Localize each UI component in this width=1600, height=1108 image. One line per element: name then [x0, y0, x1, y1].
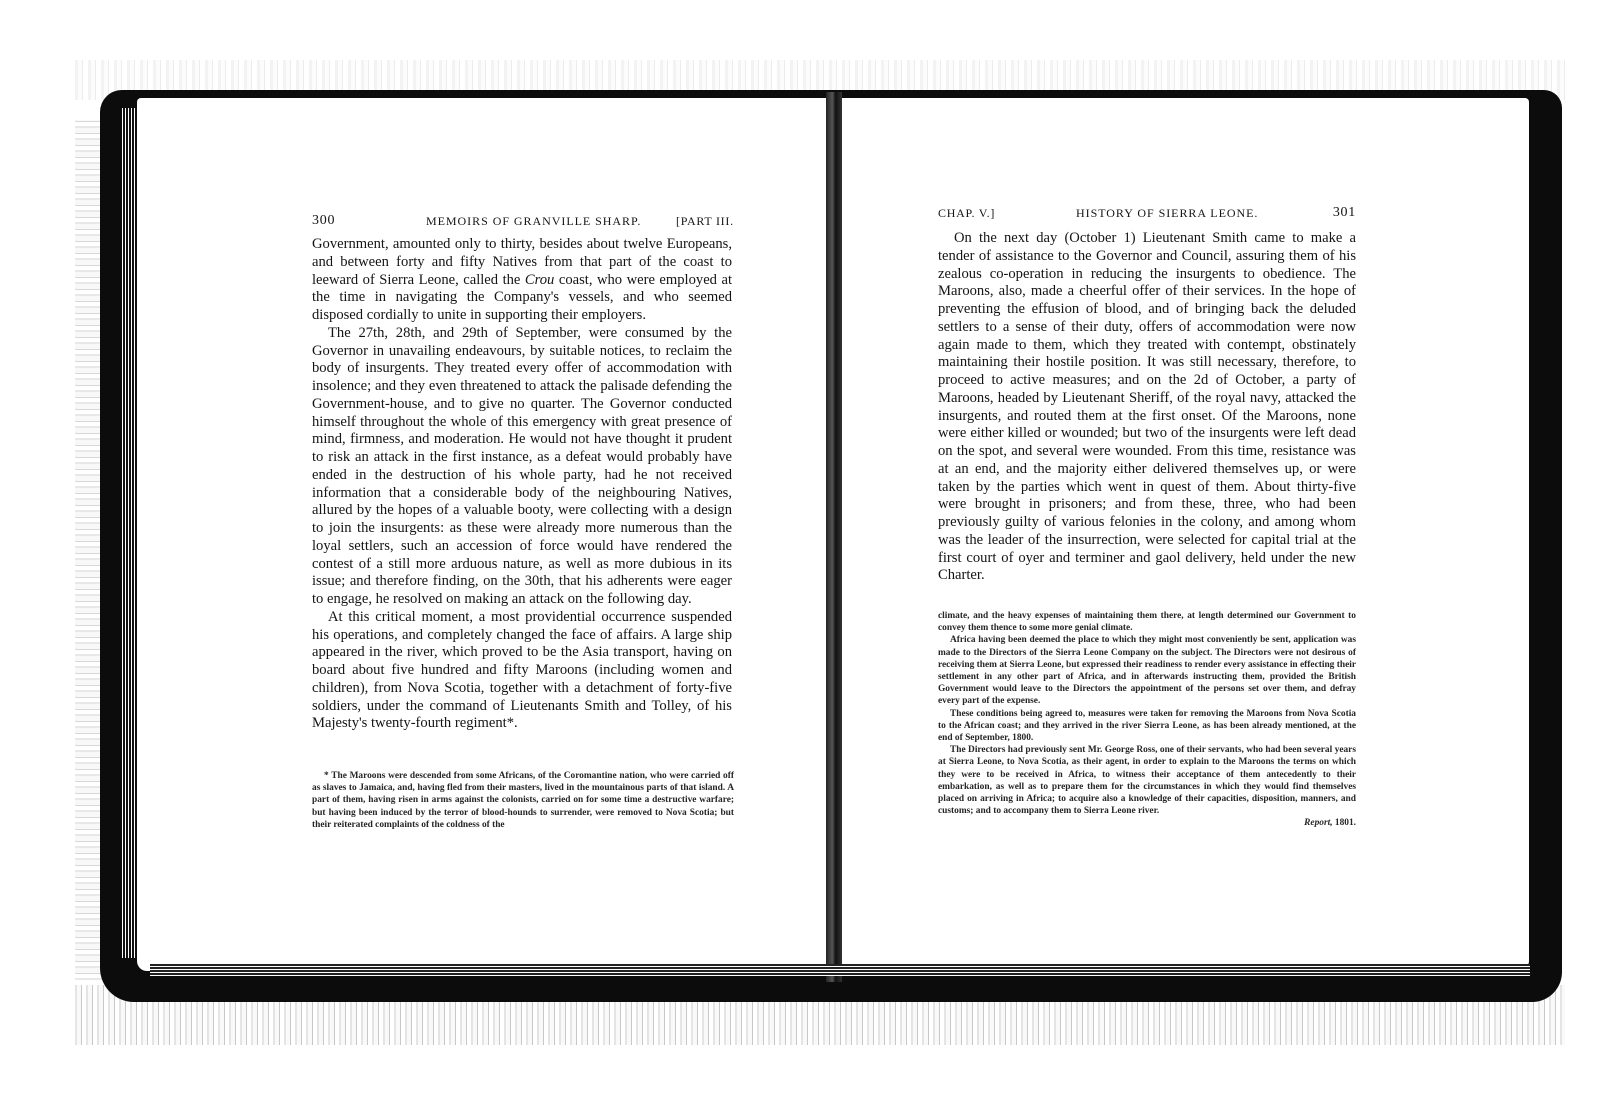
footnote-africa: Africa having been deemed the place to which they might most conveniently be sent, application was made to the Directors of the Sierra Leone Company on the subject. The Directors were not desirous of receiving them at Sierra Leone, but expressed their readiness to render every assistance in effecting their settlement in any other part of Africa, and in afterwards instructing them, provided the British Government would leave to the Directors the appointment of the persons set over them, and defray every part of the expense.	[938, 635, 1356, 707]
page-edges-left	[122, 108, 138, 958]
footnote-continued: climate, and the heavy expenses of maintaining them there, at length determined our Government to convey them thence to some more genial climate.	[938, 611, 1356, 634]
footnote-directors: The Directors had previously sent Mr. George Ross, one of their servants, who had been several years at Sierra Leone, to Nova Scotia, as their agent, in order to explain to the Maroons the terms on which they were to be received in Africa, to witness their acceptance of them antecedently to their embarkation, as well as to prepare them for the circumstances in which they would find themselves placed on arriving in Africa; to acquire also a knowledge of their capacities, disposition, manners, and customs; and to accompany them to Sierra Leone river.	[938, 745, 1356, 817]
left-paragraph-2: The 27th, 28th, and 29th of September, were consumed by the Governor in unavailing endeavours, by suitable notices, to reclaim the body of insurgents. They treated every offer of accommodation with insolence; and they even threatened to attack the palisade defending the Government-house, and to give no quarter. The Governor conducted himself throughout the whole of this emergency with great presence of mind, firmness, and moderation. He would not have thought it prudent to risk an attack in the first instance, as a defeat would probably have ended in the destruction of his whole party, had he not received information that a considerable body of the neighbouring Natives, allured by the hopes of a valuable booty, were collecting with a design to join the insurgents: as these were already more numerous than the loyal settlers, such an accession of force would have rendered the contest of a still more arduous nature, as well as more dubious in its issue; and therefore finding, on the 30th, that his adherents were eager to engage, he resolved on making an attack on the following day.	[312, 324, 732, 607]
footnote-conditions: These conditions being agreed to, measures were taken for removing the Maroons from Nova Scotia to the African coast; and they arrived in the river Sierra Leone, as has been already mentioned, at the end of September, 1800.	[938, 708, 1356, 744]
left-paragraph-3: At this critical moment, a most providential occurrence suspended his operations, and completely changed the face of affairs. A large ship appeared in the river, which proved to be the Asia transport, having on board about five hundred and fifty Maroons (including women and children), from Nova Scotia, together with a detachment of forty-five soldiers, under the command of Lieutenants Smith and Tolley, of his Majesty's twenty-fourth regiment*.	[312, 608, 732, 732]
right-body-text	[938, 230, 1356, 585]
part-label: [PART III.	[676, 214, 734, 228]
footnote-signature: Report, 1801.	[1304, 818, 1356, 829]
left-body-text	[312, 236, 732, 733]
book-gutter	[826, 92, 842, 982]
left-running-title: MEMOIRS OF GRANVILLE SHARP.	[426, 214, 642, 228]
left-footnote	[312, 770, 734, 831]
crou-italic: Crou	[524, 271, 555, 288]
right-running-title: HISTORY OF SIERRA LEONE.	[1076, 206, 1259, 220]
page-edges-bottom	[150, 964, 1530, 976]
right-page-number: 301	[1332, 205, 1356, 220]
left-paragraph-1: Government, amounted only to thirty, besides about twelve Europeans, and between forty and fifty Natives from that part of the coast to leeward of Sierra Leone, called the Crou coast, who were employed at the time in navigating the Company's vessels, and who seemed disposed cordially to unite in supporting their employers.	[312, 236, 732, 323]
chapter-label: CHAP. V.]	[938, 206, 996, 220]
left-page-number: 300	[312, 213, 336, 228]
right-running-head	[938, 205, 1356, 225]
right-paragraph-1: On the next day (October 1) Lieutenant Smith came to make a tender of assistance to the Governor and Council, assuring them of his zealous co-operation in reducing the insurgents to obedience. The Maroons, also, made a cheerful offer of their services. In the hope of preventing the effusion of blood, and of bringing back the deluded settlers to a sense of their duty, offers of accommodation were now again made to them, which they treated with contempt, obstinately maintaining their hostile position. It was still necessary, therefore, to proceed to active measures; and on the 2d of October, a party of Maroons, headed by Lieutenant Sheriff, of the royal navy, attacked the insurgents, and routed them at the first onset. Of the Maroons, none were either killed or wounded; but two of the insurgents were left dead on the spot, and several were wounded. From this time, resistance was at an end, and the majority either delivered themselves up, or were taken by the parties which went in quest of them. About thirty-five were brought in prisoners; and from these, three, who had been previously guilty of various felonies in the colony, and among whom was the leader of the insurrection, were selected for capital trial at the first court of oyer and terminer and gaol delivery, held under the new Charter.	[938, 230, 1356, 584]
footnote-maroons: * The Maroons were descended from some Africans, of the Coromantine nation, who were carried off as slaves to Jamaica, and, having fled from their masters, lived in the mountainous parts of that island. A part of them, having risen in arms against the colonists, carried on for some time a destructive warfare; but having been induced by the terror of blood-hounds to surrender, were removed to Nova Scotia; but their reiterated complaints of the coldness of the	[312, 771, 734, 830]
right-footnotes	[938, 610, 1356, 830]
left-running-head	[312, 213, 737, 233]
